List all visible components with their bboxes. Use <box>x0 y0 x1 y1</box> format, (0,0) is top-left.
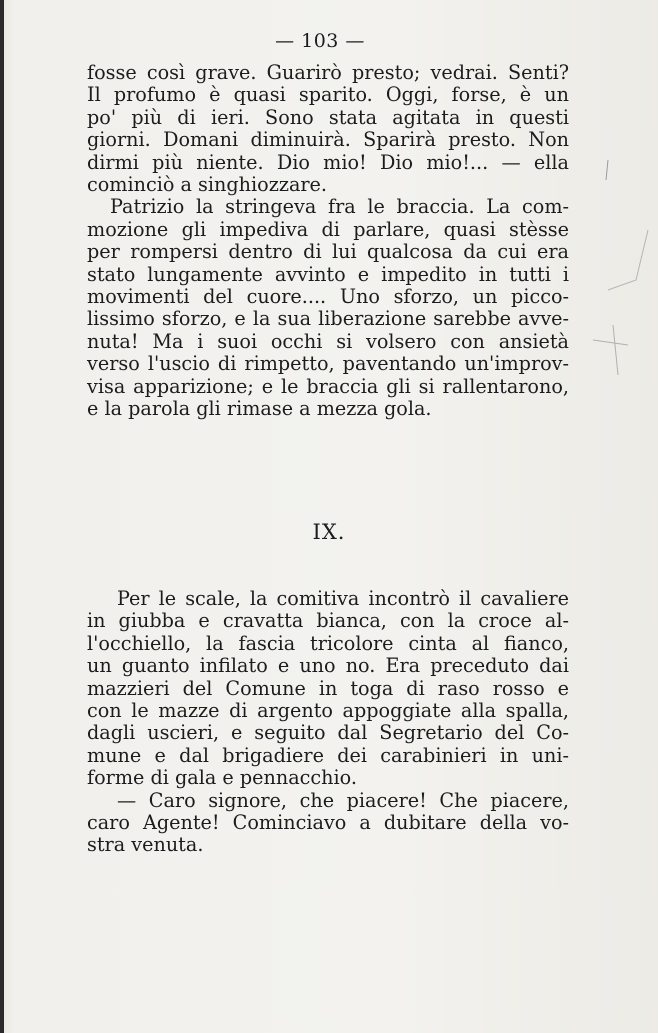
pencil-margin-marks <box>588 140 658 400</box>
paragraph-first-line: Patrizio la stringeva fra le braccia. La com- <box>110 195 569 219</box>
text-line: visa apparizione; e le braccia gli si rallentarono, <box>87 374 569 398</box>
text-line: movimenti del cuore.... Uno sforzo, un picco- <box>87 285 569 309</box>
text-line: giorni. Domani diminuirà. Sparirà presto. Non <box>87 128 569 152</box>
text-line: e la parola gli rimase a mezza gola. <box>87 397 432 421</box>
text-line: per rompersi dentro di lui qualcosa da cui era <box>87 240 569 264</box>
text-line: un guanto infilato e uno no. Era preceduto dai <box>87 654 569 678</box>
text-line: nuta! Ma i suoi occhi si volsero con ansietà <box>87 329 569 353</box>
text-line: con le mazze di argento appoggiate alla spalla, <box>87 699 569 723</box>
text-line: stra venuta. <box>87 833 204 857</box>
text-line: cominciò a singhiozzare. <box>87 173 328 197</box>
text-line: verso l'uscio di rimpetto, paventando un'improv- <box>87 352 569 376</box>
text-line: in giubba e cravatta bianca, con la croce al- <box>87 609 569 633</box>
text-line: caro Agente! Cominciavo a dubitare della vo- <box>87 811 569 835</box>
page-spine-edge <box>0 0 4 1033</box>
text-line: lissimo sforzo, e la sua liberazione sarebbe avve- <box>87 307 569 331</box>
text-line: mazzieri del Comune in toga di raso rosso e <box>87 676 569 700</box>
text-line: forme di gala e pennacchio. <box>87 766 357 790</box>
page-number: — 103 — <box>275 30 365 52</box>
text-line: Il profumo è quasi sparito. Oggi, forse, è un <box>87 83 569 107</box>
text-line: dirmi più niente. Dio mio! Dio mio!... — ella <box>87 150 569 174</box>
text-block-2 <box>87 588 569 857</box>
paragraph-first-line: Per le scale, la comitiva incontrò il cavaliere <box>117 587 569 610</box>
text-line: l'occhiello, la fascia tricolore cinta al fianco, <box>87 631 569 655</box>
text-line: stato lungamente avvinto e impedito in tutti i <box>87 262 569 286</box>
text-block-1 <box>87 62 569 421</box>
text-line: dagli uscieri, e seguito dal Segretario del Co- <box>87 721 569 745</box>
paragraph-first-line: — Caro signore, che piacere! Che piacere, <box>117 788 569 812</box>
text-line: fosse così grave. Guarirò presto; vedrai. Senti? <box>87 61 569 84</box>
text-line: mune e dal brigadiere dei carabinieri in uni- <box>87 743 569 767</box>
chapter-heading: IX. <box>312 520 346 544</box>
text-line: mozione gli impediva di parlare, quasi stèsse <box>87 217 569 241</box>
text-line: po' più di ieri. Sono stata agitata in questi <box>87 105 569 129</box>
